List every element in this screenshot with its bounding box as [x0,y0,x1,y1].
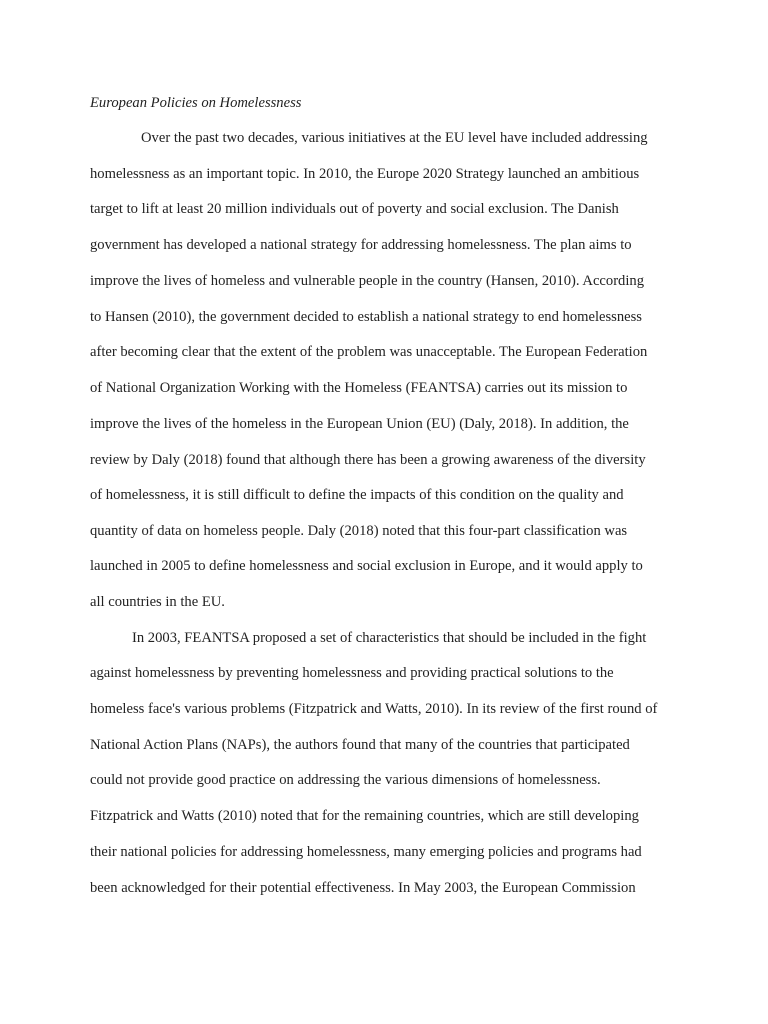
paragraph-2-line-5: could not provide good practice on addressing the various dimensions of homelessness. [90,772,601,788]
paragraph-1-line-1: Over the past two decades, various initiatives at the EU level have included addressing [141,130,648,146]
paragraph-1-line-3: target to lift at least 20 million individuals out of poverty and social exclusion. The Danish [90,201,619,217]
paragraph-2-line-3: homeless face's various problems (Fitzpatrick and Watts, 2010). In its review of the first round of [90,701,658,717]
paragraph-2-line-4: National Action Plans (NAPs), the authors found that many of the countries that participated [90,737,630,753]
paragraph-1-line-12: quantity of data on homeless people. Daly (2018) noted that this four-part classification was [90,523,628,539]
paragraph-1-line-7: after becoming clear that the extent of the problem was unacceptable. The European Federation [90,344,648,360]
paragraph-2-line-7: their national policies for addressing homelessness, many emerging policies and programs had [90,844,642,860]
document-title: European Policies on Homelessness [90,95,302,111]
paragraph-1-line-4: government has developed a national strategy for addressing homelessness. The plan aims to [90,237,632,253]
paragraph-1-line-10: review by Daly (2018) found that although there has been a growing awareness of the diversity [90,452,646,468]
paragraph-2-line-6: Fitzpatrick and Watts (2010) noted that for the remaining countries, which are still developing [90,808,639,824]
paragraph-2-line-8: been acknowledged for their potential effectiveness. In May 2003, the European Commission [90,880,636,896]
paragraph-1-line-14: all countries in the EU. [90,594,225,610]
paragraph-1-line-9: improve the lives of the homeless in the European Union (EU) (Daly, 2018). In addition, the [90,416,629,432]
paragraph-1-line-8: of National Organization Working with the Homeless (FEANTSA) carries out its mission to [90,380,628,396]
paragraph-1-line-13: launched in 2005 to define homelessness and social exclusion in Europe, and it would apply to [90,558,643,574]
paragraph-1-line-2: homelessness as an important topic. In 2010, the Europe 2020 Strategy launched an ambitious [90,166,640,182]
paragraph-1-line-5: improve the lives of homeless and vulnerable people in the country (Hansen, 2010). According [90,273,645,289]
paragraph-2-line-1: In 2003, FEANTSA proposed a set of characteristics that should be included in the fight [132,630,647,646]
paragraph-1-line-6: to Hansen (2010), the government decided to establish a national strategy to end homelessness [90,309,642,325]
paragraph-1-line-11: of homelessness, it is still difficult to define the impacts of this condition on the quality and [90,487,624,503]
paragraph-2-line-2: against homelessness by preventing homelessness and providing practical solutions to the [90,665,614,681]
